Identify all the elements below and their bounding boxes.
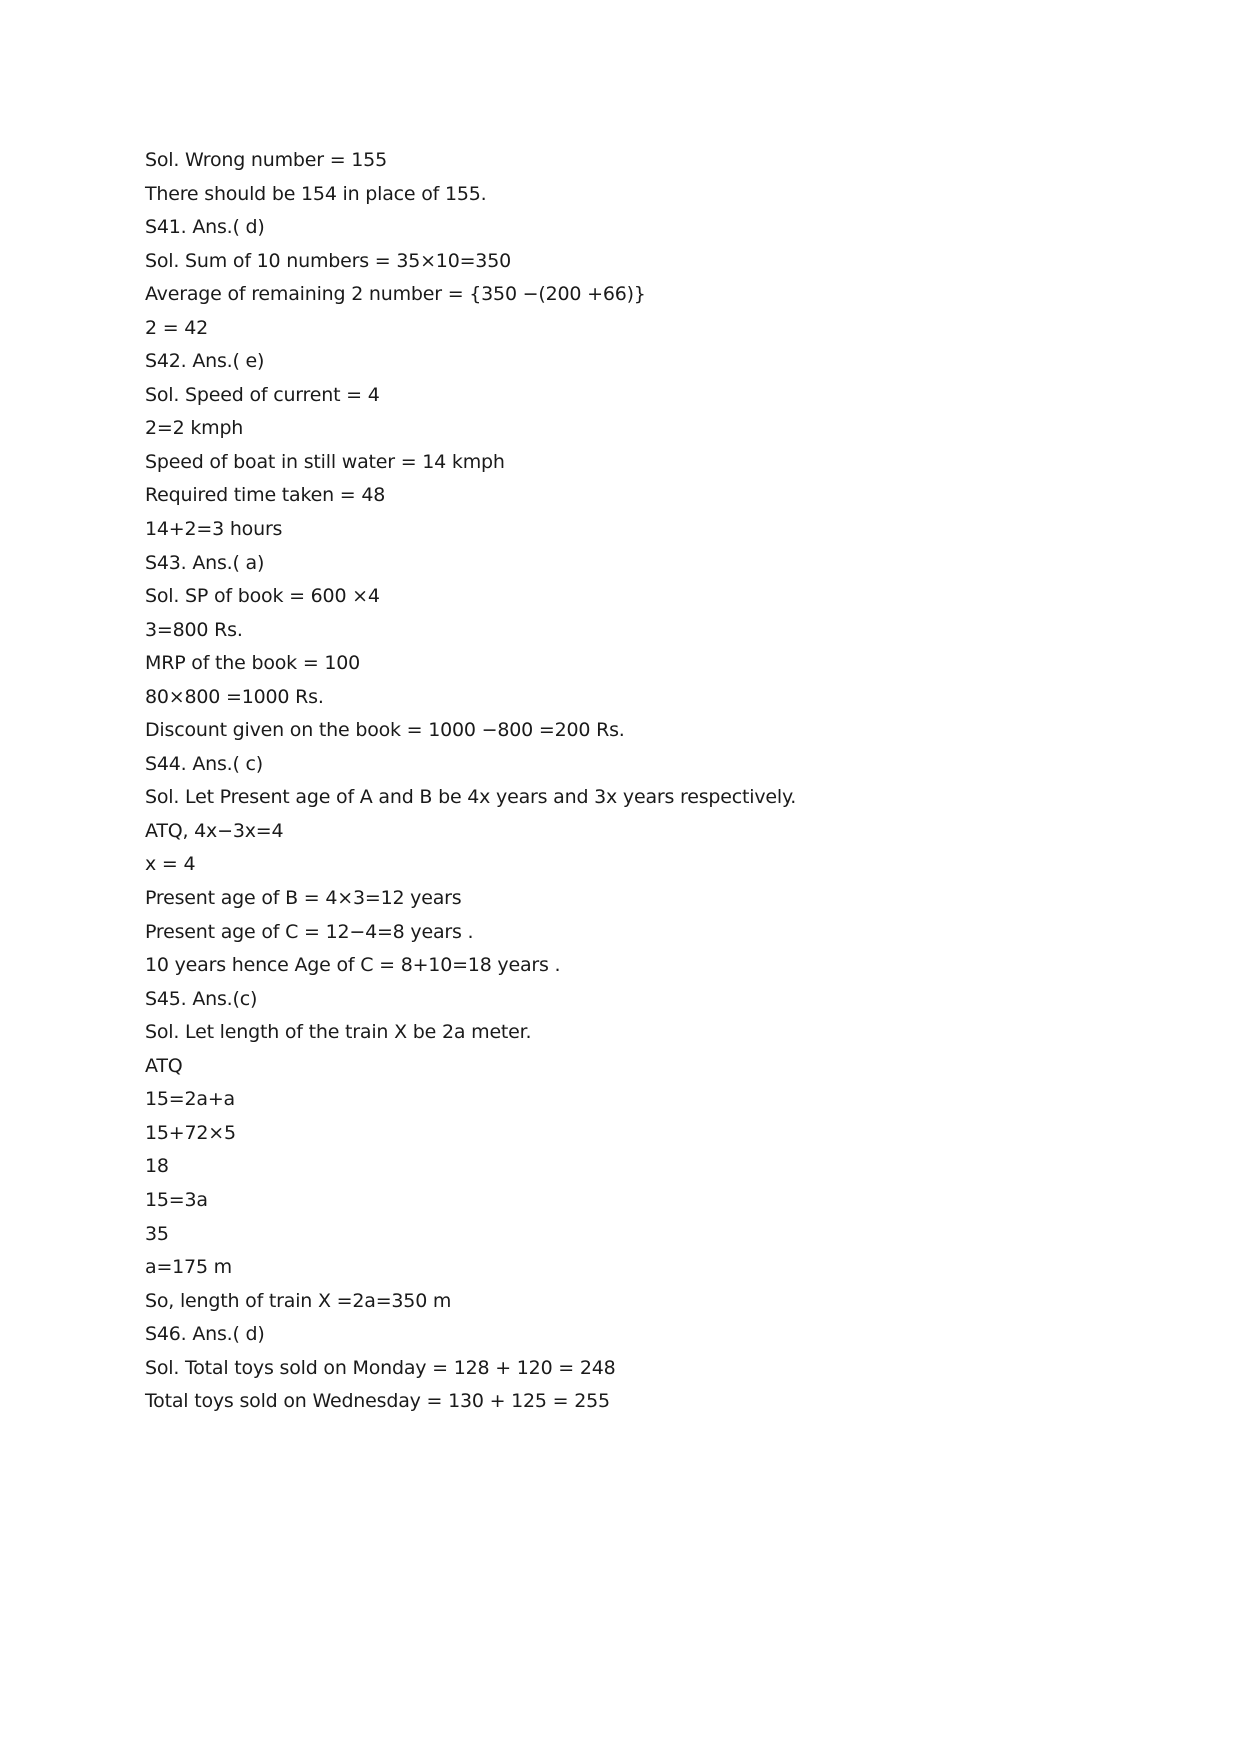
text-line: Discount given on the book = 1000 −800 =200 Rs. [145,719,625,742]
text-line: Sol. Speed of current = 4 [145,383,380,406]
text-line: There should be 154 in place of 155. [145,182,487,205]
text-line: MRP of the book = 100 [145,652,361,675]
answer-heading-s41: S41. Ans.( d) [145,216,265,239]
text-line: a=175 m [145,1256,232,1279]
text-line: Average of remaining 2 number = {350 −(200 +66)} [145,283,646,306]
text-line: 80×800 =1000 Rs. [145,685,324,708]
answer-heading-s42: S42. Ans.( e) [145,350,265,373]
text-line: ATQ, 4x−3x=4 [145,819,284,842]
answer-heading-s43: S43. Ans.( a) [145,551,265,574]
text-line-sol-wrong-number: Sol. Wrong number = 155 [145,149,387,171]
text-line: Present age of C = 12−4=8 years . [145,920,474,943]
text-line: Present age of B = 4×3=12 years [145,887,462,910]
text-line: x = 4 [145,853,196,876]
text-line: 10 years hence Age of C = 8+10=18 years . [145,954,561,977]
answer-heading-s44: S44. Ans.( c) [145,752,264,775]
text-line: 2=2 kmph [145,417,244,440]
text-line: 3=800 Rs. [145,618,243,641]
text-line: Sol. SP of book = 600 ×4 [145,585,380,608]
text-line: Sol. Let length of the train X be 2a meter. [145,1021,532,1044]
text-line: Required time taken = 48 [145,484,386,507]
text-line: 18 [145,1155,169,1178]
text-line: 15=3a [145,1188,208,1211]
text-line: 15+72×5 [145,1121,236,1144]
text-line: Sol. Total toys sold on Monday = 128 + 120 = 248 [145,1356,616,1379]
text-line: 2 = 42 [145,316,209,339]
text-line: So, length of train X =2a=350 m [145,1289,452,1312]
answer-heading-s45: S45. Ans.(c) [145,987,258,1010]
text-line: Sol. Let Present age of A and B be 4x years and 3x years respectively. [145,786,797,809]
text-line: Speed of boat in still water = 14 kmph [145,450,505,473]
solutions-text-block [145,144,1145,1419]
text-line: 35 [145,1222,169,1245]
text-line: Sol. Sum of 10 numbers = 35×10=350 [145,249,511,272]
answer-heading-s46: S46. Ans.( d) [145,1323,265,1346]
text-line: Total toys sold on Wednesday = 130 + 125 = 255 [145,1390,610,1413]
text-line: 15=2a+a [145,1088,235,1111]
text-line: 14+2=3 hours [145,518,283,541]
text-line: ATQ [145,1054,183,1077]
